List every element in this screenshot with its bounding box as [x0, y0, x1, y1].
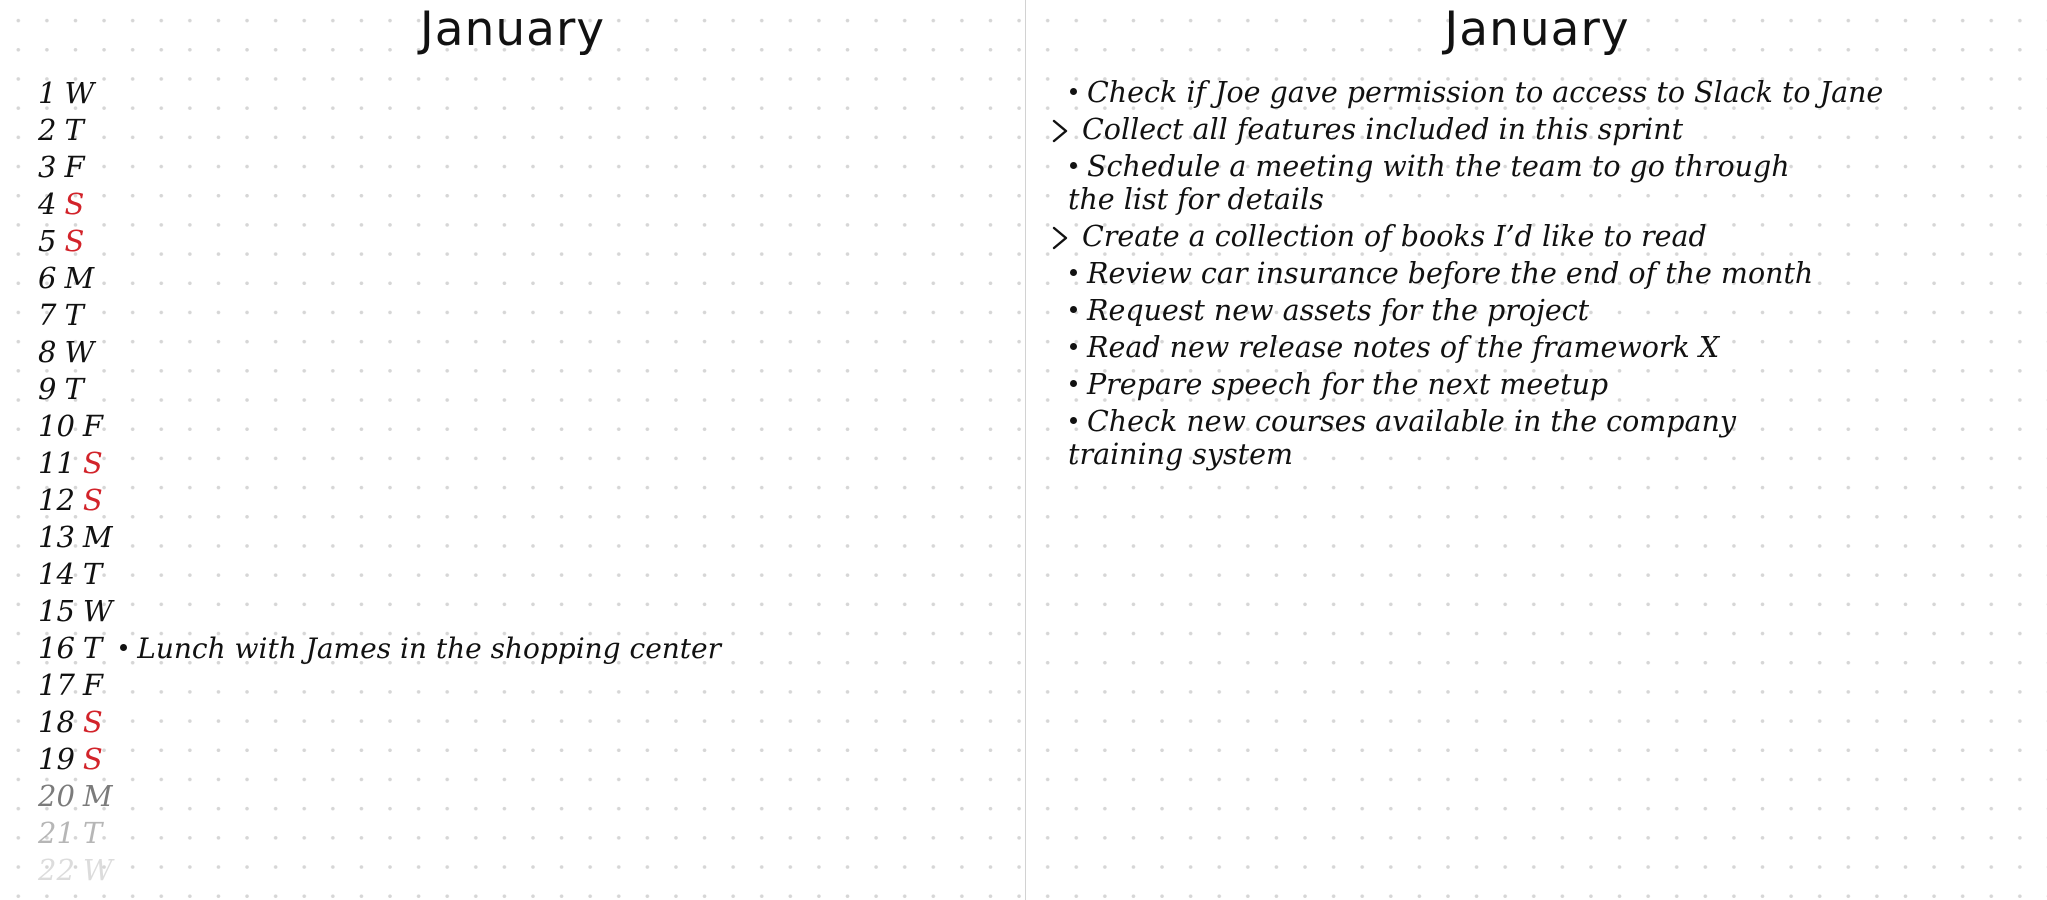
day-number: 20: [38, 779, 75, 813]
day-row[interactable]: [38, 371, 721, 408]
day-weekday-letter: W: [82, 853, 113, 887]
day-number: 17: [38, 668, 75, 702]
day-list: [38, 75, 721, 889]
task-text: Collect all features included in this sprint: [1082, 113, 1684, 146]
day-number: 13: [38, 520, 75, 554]
day-row[interactable]: [38, 186, 721, 223]
day-number: 18: [38, 705, 75, 739]
day-weekday-letter: M: [64, 261, 95, 295]
migrated-arrow-icon: [1052, 226, 1068, 250]
day-row[interactable]: [38, 852, 721, 889]
day-number: 2: [38, 113, 57, 147]
task-text: Prepare speech for the next meetup: [1087, 368, 1609, 401]
day-row[interactable]: [38, 112, 721, 149]
day-weekday-letter: T: [64, 298, 84, 332]
day-row[interactable]: [38, 519, 721, 556]
task-text: Read new release notes of the framework X: [1087, 331, 1720, 364]
day-row[interactable]: [38, 408, 721, 445]
bullet-dot-icon: [1070, 162, 1077, 169]
task-text: Check if Joe gave permission to access to Slack to Jane: [1087, 76, 1884, 109]
day-row[interactable]: [38, 815, 721, 852]
day-number: 12: [38, 483, 75, 517]
task-item[interactable]: [1068, 150, 1968, 216]
task-item[interactable]: [1068, 76, 1968, 109]
day-row[interactable]: [38, 334, 721, 371]
day-number: 6: [38, 261, 57, 295]
task-item[interactable]: [1068, 368, 1968, 401]
day-weekday-letter: F: [82, 409, 104, 443]
day-weekday-letter: S: [82, 705, 103, 739]
day-weekday-letter: M: [82, 779, 113, 813]
day-number: 9: [38, 372, 57, 406]
day-row[interactable]: [38, 556, 721, 593]
task-text: Request new assets for the project: [1087, 294, 1590, 327]
left-page-title: January: [419, 2, 606, 57]
day-number: 15: [38, 594, 75, 628]
day-row[interactable]: [38, 75, 721, 112]
day-row[interactable]: [38, 741, 721, 778]
day-weekday-letter: F: [82, 668, 104, 702]
day-row[interactable]: [38, 667, 721, 704]
task-text-continuation: the list for details: [1068, 183, 1324, 216]
day-weekday-letter: S: [82, 742, 103, 776]
task-item[interactable]: [1068, 405, 1968, 471]
day-weekday-letter: S: [64, 187, 85, 221]
bullet-dot-icon: [1070, 269, 1077, 276]
day-weekday-letter: W: [64, 76, 95, 110]
task-list: [1068, 76, 1968, 475]
day-number: 14: [38, 557, 75, 591]
day-row[interactable]: [38, 482, 721, 519]
bullet-dot-icon: [120, 644, 127, 651]
day-number: 22: [38, 853, 75, 887]
bullet-dot-icon: [1070, 417, 1077, 424]
bullet-dot-icon: [1070, 88, 1077, 95]
day-row[interactable]: [38, 778, 721, 815]
day-number: 11: [38, 446, 75, 480]
task-text: Check new courses available in the company: [1087, 405, 1736, 438]
day-number: 19: [38, 742, 75, 776]
task-item[interactable]: [1068, 257, 1968, 290]
day-number: 5: [38, 224, 57, 258]
day-weekday-letter: W: [82, 594, 113, 628]
day-weekday-letter: T: [64, 372, 84, 406]
task-text: Create a collection of books I’d like to read: [1082, 220, 1707, 253]
bullet-dot-icon: [1070, 343, 1077, 350]
day-note-text: Lunch with James in the shopping center: [137, 632, 721, 665]
day-number: 8: [38, 335, 57, 369]
day-number: 10: [38, 409, 75, 443]
day-note[interactable]: [120, 630, 721, 667]
day-row[interactable]: [38, 260, 721, 297]
day-weekday-letter: T: [82, 816, 103, 850]
day-weekday-letter: T: [82, 557, 103, 591]
day-row[interactable]: [38, 593, 721, 630]
task-text: Review car insurance before the end of the month: [1087, 257, 1814, 290]
day-row[interactable]: [38, 223, 721, 260]
day-weekday-letter: S: [64, 224, 85, 258]
day-weekday-letter: S: [82, 483, 103, 517]
day-weekday-letter: F: [64, 150, 85, 184]
day-weekday-letter: T: [64, 113, 84, 147]
day-weekday-letter: T: [82, 631, 103, 665]
day-weekday-letter: M: [82, 520, 113, 554]
day-row[interactable]: [38, 704, 721, 741]
day-number: 21: [38, 816, 75, 850]
day-number: 1: [38, 76, 57, 110]
bullet-dot-icon: [1070, 306, 1077, 313]
day-row[interactable]: [38, 445, 721, 482]
task-item[interactable]: [1068, 220, 1968, 253]
task-item[interactable]: [1068, 113, 1968, 146]
right-page-title: January: [1444, 2, 1630, 57]
day-row[interactable]: [38, 149, 721, 186]
task-item[interactable]: [1068, 294, 1968, 327]
day-row[interactable]: [38, 630, 721, 667]
day-number: 4: [38, 187, 57, 221]
bullet-dot-icon: [1070, 380, 1077, 387]
task-text-continuation: training system: [1068, 438, 1294, 471]
day-row[interactable]: [38, 297, 721, 334]
day-weekday-letter: S: [82, 446, 103, 480]
day-number: 7: [38, 298, 57, 332]
day-number: 3: [38, 150, 57, 184]
task-item[interactable]: [1068, 331, 1968, 364]
day-number: 16: [38, 631, 75, 665]
day-weekday-letter: W: [64, 335, 95, 369]
task-text: Schedule a meeting with the team to go through: [1087, 150, 1790, 183]
migrated-arrow-icon: [1052, 119, 1068, 143]
